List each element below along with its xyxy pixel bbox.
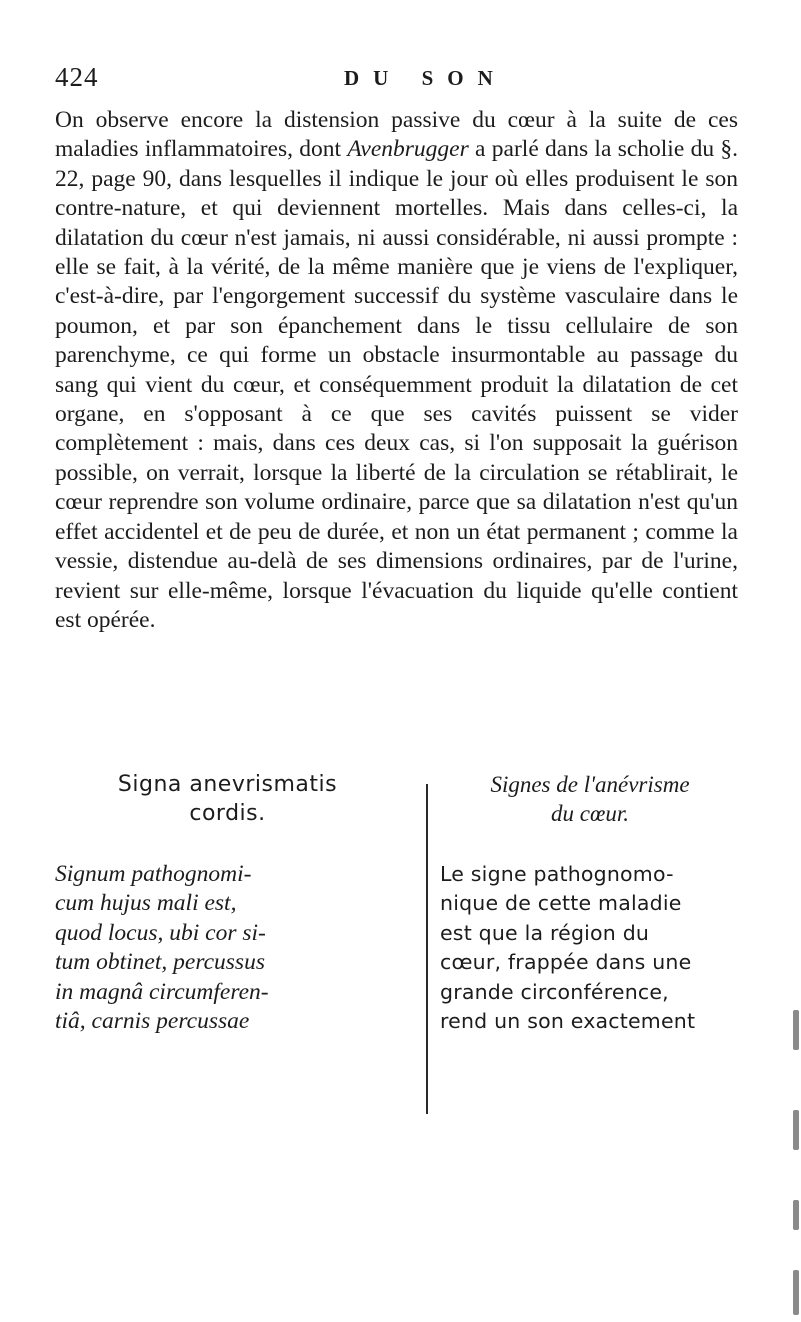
latin-heading-line1: Signa anevrismatis xyxy=(117,772,338,797)
page-edge-shadow xyxy=(793,1010,799,1050)
running-head: DU SON xyxy=(344,66,507,90)
column-divider xyxy=(426,784,428,1114)
latin-column xyxy=(55,770,400,1036)
latin-heading-line2: cordis. xyxy=(189,801,266,826)
french-column xyxy=(440,770,740,1036)
page-number: 424 xyxy=(55,62,99,92)
latin-text: Signum pathognomi- cum hujus mali est, quod locus, ubi cor si- tum obtinet, percussus in magnâ circumferen- tiâ, carnis percussae xyxy=(55,861,269,1035)
paragraph-text-start: On observe encore la distension passive du cœur à la suite de ces maladies inflammatoires, dont xyxy=(55,107,738,163)
author-name: Avenbrugger xyxy=(347,136,469,163)
page-edge-shadow xyxy=(793,1200,799,1230)
paragraph-text-end: a parlé dans la scholie du §. 22, page 90, dans lesquelles il indique le jour où elles produisent le son contre-nature, et qui deviennent mortelles. Mais dans celles-ci, la dilatation du cœur n'est jamais, ni aussi considérable, ni aussi prompte : elle se fait, à la vérité, de la même manière que je viens de l'expliquer, c'est-à-dire, par l'engorgement successif du système vasculaire dans le poumon, et par son épanchement dans le tissu cellulaire de son parenchyme, ce qui forme un obstacle insurmontable au passage du sang qui vient du cœur, et conséquemment produit la dilatation de cet organe, en s'opposant à ce que ses cavités puissent se vider complètement : mais, dans ces deux cas, si l'on supposait la guérison possible, on verrait, lorsque la liberté de la circulation se rétablirait, le cœur reprendre son volume ordinaire, parce que sa dilatation n'est qu'un effet accidentel et de peu de durée, et non un état permanent ; comme la vessie, distendue au-delà de ses dimensions ordinaires, par de l'urine, revient sur elle-même, lorsque l'évacuation du liquide qu'elle contient est opérée. xyxy=(55,136,738,633)
french-heading-line1: Signes de l'anévrisme xyxy=(490,772,690,797)
page-header xyxy=(55,60,745,100)
french-text: Le signe pathognomo- nique de cette maladie est que la région du cœur, frappée dans une grande circonférence, rend un son exactement xyxy=(440,862,696,1034)
main-paragraph xyxy=(55,106,738,635)
page-edge-shadow xyxy=(793,1110,799,1150)
two-column-section xyxy=(55,770,745,1130)
french-heading-line2: du cœur. xyxy=(551,801,629,826)
page-edge-shadow xyxy=(793,1270,799,1315)
